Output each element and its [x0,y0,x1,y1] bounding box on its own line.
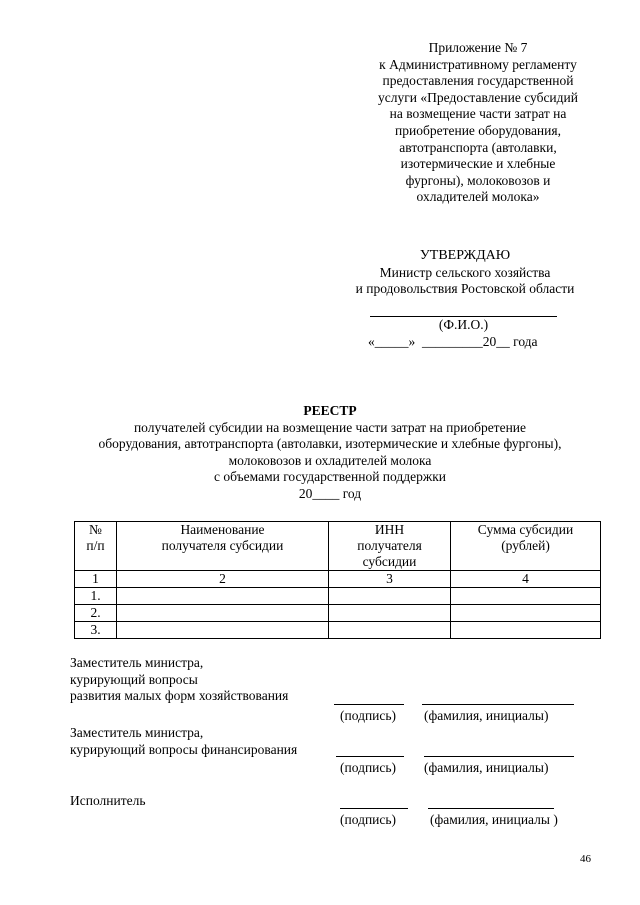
fio-label: (Ф.И.О.) [438,317,489,332]
header-recipient-name: Наименование получателя субсидии [117,522,329,571]
table-cell: 4 [451,571,601,588]
signature-block-deputy-finance [70,725,345,758]
approval-heading: УТВЕРЖДАЮ [419,248,511,263]
table-cell [451,588,601,605]
header-subsidy-amount: Сумма субсидии (рублей) [451,522,601,571]
signature-position-line: курирующий вопросы [70,671,198,687]
appendix-line: приобретение оборудования, [395,122,561,138]
approval-block [330,248,600,298]
table-cell: 2. [75,605,117,622]
registry-year: 20____ год [298,485,362,501]
table-row [75,622,601,639]
registry-subtitle-line: молоковозов и охладителей молока [228,452,432,468]
signature-label: (подпись) [340,708,397,723]
table-cell [329,605,451,622]
table-header-row [75,522,601,571]
table-cell: 1 [75,571,117,588]
name-line [422,704,574,705]
registry-subtitle-line: с объемами государственной поддержки [214,469,446,485]
page-number: 46 [580,853,591,865]
table-cell: 2 [117,571,329,588]
appendix-line: предоставления государственной [382,73,574,89]
appendix-line: на возмещение части затрат на [389,106,567,122]
approval-line: и продовольствия Ростовской области [355,281,575,297]
approval-line: Министр сельского хозяйства [379,264,551,280]
signature-line [336,756,404,757]
approval-date: «_____» _________20__ года [368,334,538,349]
header-number: № п/п [75,522,117,571]
registry-title: РЕЕСТР [303,403,357,418]
appendix-line: Приложение № 7 [428,40,528,55]
registry-title-block [40,403,620,503]
appendix-line: автотранспорта (автолавки, [399,139,557,155]
registry-subtitle-line: получателей субсидии на возмещение части затрат на приобретение [133,419,527,435]
signature-block-executor [70,793,345,810]
header-inn: ИНН получателя субсидии [329,522,451,571]
name-label: (фамилия, инициалы) [424,760,549,775]
signature-label: (подпись) [340,812,397,827]
signature-line [340,808,408,809]
signature-block-deputy-small-business [70,655,345,705]
table-row [75,605,601,622]
name-line [424,756,574,757]
signature-label: (подпись) [340,760,397,775]
name-line [428,808,554,809]
table-cell [117,622,329,639]
appendix-line: к Административному регламенту [379,56,577,72]
name-label: (фамилия, инициалы ) [430,812,558,827]
table-cell: 3 [329,571,451,588]
table-row [75,588,601,605]
registry-table [74,521,601,639]
appendix-line: изотермические и хлебные [400,156,556,172]
table-cell [117,588,329,605]
signature-line [334,704,404,705]
signature-position-line: Заместитель министра, [70,655,204,670]
appendix-line: фургоны), молоковозов и [405,172,551,188]
signature-position-line: курирующий вопросы финансирования [70,741,298,757]
signature-position-line: Исполнитель [70,793,146,808]
signature-position-line: Заместитель министра, [70,725,204,740]
appendix-line: охладителей молока» [416,189,540,205]
table-numbering-row [75,571,601,588]
table-cell [117,605,329,622]
signature-position-line: развития малых форм хозяйствования [70,688,289,704]
registry-subtitle-line: оборудования, автотранспорта (автолавки, изотермические и хлебные фургоны), [98,436,562,452]
table-cell [329,622,451,639]
table-cell [451,605,601,622]
name-label: (фамилия, инициалы) [424,708,549,723]
appendix-block [352,40,604,206]
table-cell [451,622,601,639]
appendix-line: услуги «Предоставление субсидий [378,89,578,105]
table-cell: 3. [75,622,117,639]
table-cell [329,588,451,605]
table-cell: 1. [75,588,117,605]
